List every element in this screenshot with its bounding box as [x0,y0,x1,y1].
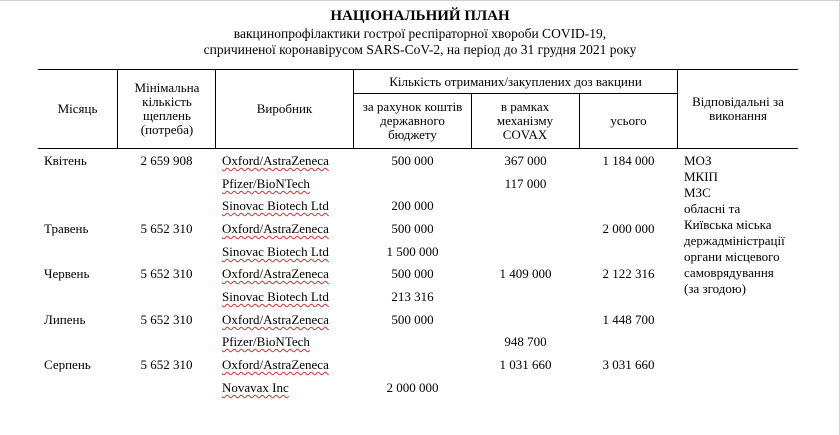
row-10-covax: 1 031 660 [499,357,552,372]
row-6-need: 5 652 310 [140,266,193,281]
row-4-month: Травень [44,221,89,236]
responsible-line: Київська міська [684,217,772,232]
row-10-total: 3 031 660 [602,357,655,372]
row-10-month: Серпень [44,357,91,372]
responsible-line: держадміністрації [684,233,785,248]
row-1-month: Квітень [44,153,87,168]
header-manufacturer: Виробник [256,101,313,116]
header-state-budget: за рахунок коштів державного бюджету [362,99,463,142]
responsible-line: МЗС [684,185,711,200]
responsible-line: самоврядування [684,265,774,280]
row-4-budget: 500 000 [391,221,434,236]
row-4-need: 5 652 310 [140,221,193,236]
row-8-month: Липень [44,312,86,327]
row-3-budget: 200 000 [391,198,434,213]
row-1-covax: 367 000 [504,153,547,168]
header-covax: в рамках механізму COVAX [496,99,554,142]
responsible-line: МКІП [684,169,718,184]
row-7-budget: 213 316 [391,289,434,304]
row-1-manufacturer: Oxford/AstraZeneca [222,153,329,168]
row-1-total: 1 184 000 [602,153,655,168]
responsible-list [684,153,785,297]
header-min-vaccinations: Мінімальна кількість щеплень (потреба) [134,80,200,137]
column-divider [471,94,472,149]
row-11-budget: 2 000 000 [386,380,439,395]
row-6-manufacturer: Oxford/AstraZeneca [222,266,329,281]
responsible-line: обласні та [684,201,741,216]
row-2-manufacturer: Pfizer/BioNTech [222,176,310,191]
row-6-total: 2 122 316 [602,266,655,281]
row-5-budget: 1 500 000 [386,244,439,259]
row-4-total: 2 000 000 [602,221,655,236]
header-month: Місяць [57,101,98,116]
row-1-budget: 500 000 [391,153,434,168]
document-subtitle-line-2: спричиненої коронавірусом SARS-CoV-2, на період до 31 грудня 2021 року [203,42,637,57]
row-6-budget: 500 000 [391,266,434,281]
column-divider [677,69,678,149]
row-9-manufacturer: Pfizer/BioNTech [222,334,310,349]
row-6-covax: 1 409 000 [499,266,552,281]
row-9-covax: 948 700 [504,334,547,349]
header-total: усього [610,113,647,128]
row-3-manufacturer: Sinovac Biotech Ltd [222,198,329,213]
responsible-line: органи місцевого [684,249,780,264]
document-subtitle-line-1: вакцинопрофілактики гострої респіраторної хвороби COVID-19, [233,26,607,41]
header-bottom-rule [38,148,798,149]
row-7-manufacturer: Sinovac Biotech Ltd [222,289,329,304]
row-8-need: 5 652 310 [140,312,193,327]
row-8-total: 1 448 700 [602,312,655,327]
document-title: НАЦІОНАЛЬНИЙ ПЛАН [330,8,510,24]
row-1-need: 2 659 908 [140,153,193,168]
row-10-manufacturer: Oxford/AstraZeneca [222,357,329,372]
responsible-line: (за згодою) [684,281,746,296]
header-responsible: Відповідальні за виконання [692,94,784,123]
row-11-manufacturer: Novavax Inc [222,380,289,395]
header-doses-group: Кількість отриманих/закуплених доз вакцини [389,73,642,89]
row-6-month: Червень [44,266,90,281]
column-divider [117,69,118,149]
row-2-covax: 117 000 [504,176,547,191]
responsible-line: МОЗ [684,153,712,168]
window-top-border [0,0,840,1]
row-8-budget: 500 000 [391,312,434,327]
row-10-need: 5 652 310 [140,357,193,372]
row-8-manufacturer: Oxford/AstraZeneca [222,312,329,327]
row-5-manufacturer: Sinovac Biotech Ltd [222,244,329,259]
row-4-manufacturer: Oxford/AstraZeneca [222,221,329,236]
